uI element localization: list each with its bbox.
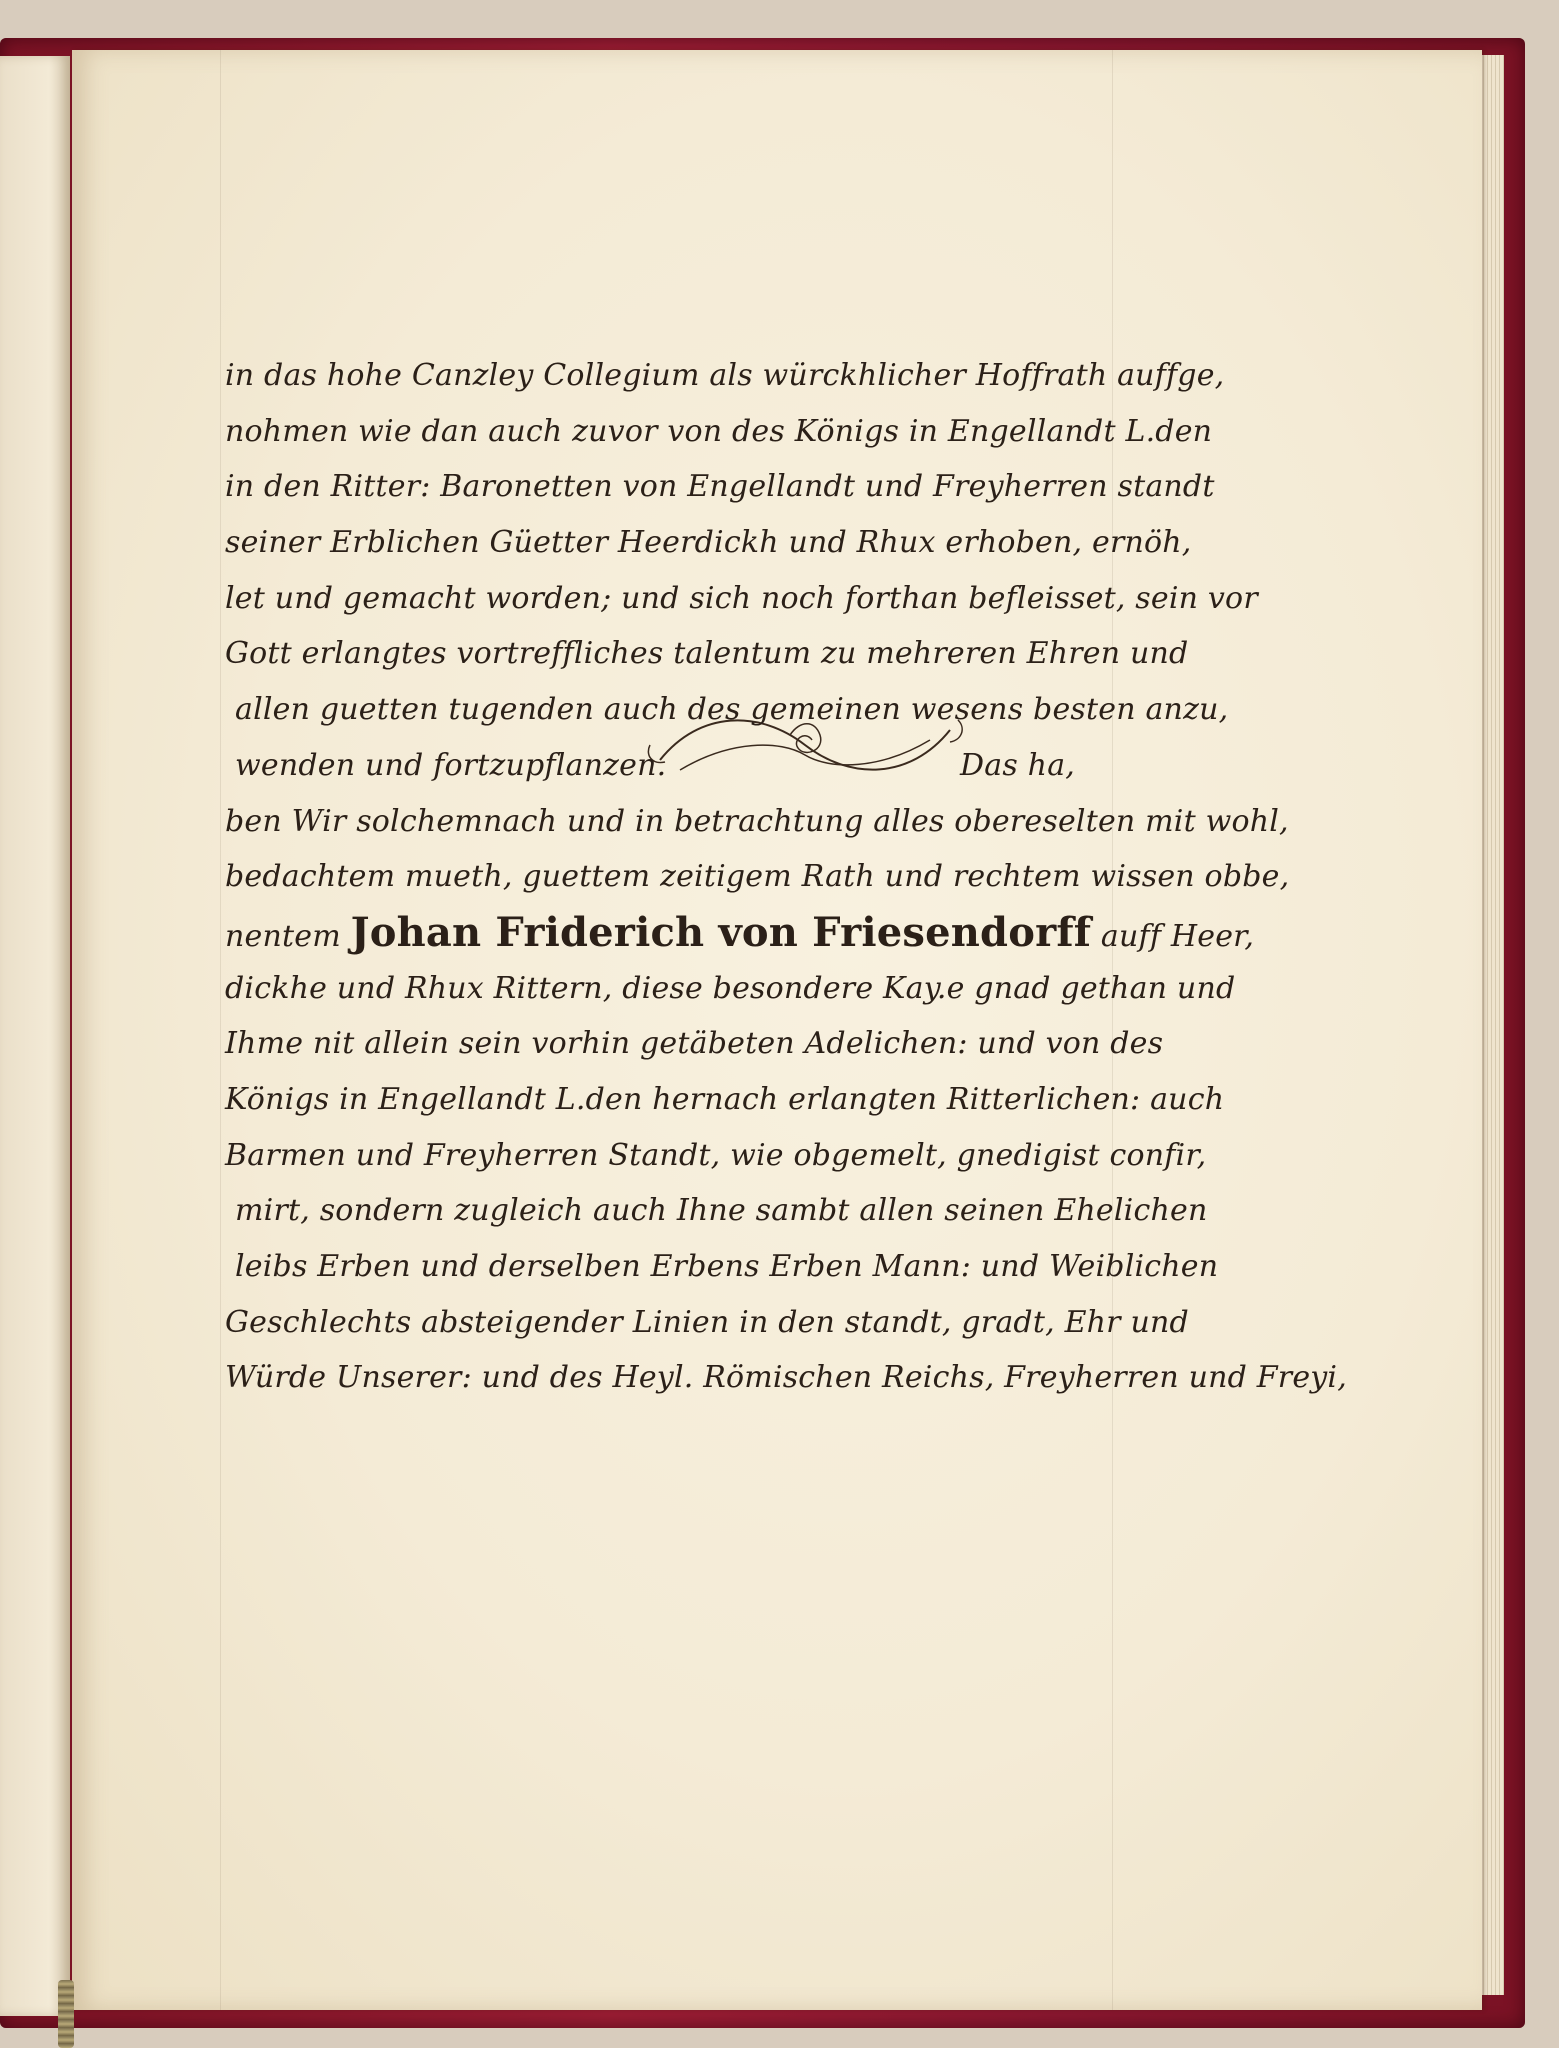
text-line: [225, 905, 1255, 961]
ruling-line: [220, 50, 221, 2010]
left-page-edge: [0, 56, 70, 2016]
text-line: in das hohe Canzley Collegium als würckhlicher Hoffrath auffge,: [225, 358, 1225, 393]
text-line: mirt, sondern zugleich auch Ihne sambt allen seinen Ehelichen: [235, 1193, 1208, 1229]
text-line: Gott erlangtes vortreffliches talentum zu mehreren Ehren und: [225, 636, 1189, 672]
text-line: [225, 738, 1155, 794]
text-line: nohmen wie dan auch zuvor von des Königs in Engellandt L.den: [225, 413, 1213, 449]
text-line: Königs in Engellandt L.den hernach erlangten Ritterlichen: auch: [225, 1081, 1225, 1117]
text-line: Ihme nit allein sein vorhin getäbeten Adelichen: und von des: [225, 1026, 1164, 1062]
bookmark-ribbon: [58, 1980, 74, 2048]
text-line: leibs Erben und derselben Erbens Erben Mann: und Weiblichen: [235, 1249, 1219, 1284]
name-suffix: auff Heer,: [1100, 918, 1255, 954]
name-prefix: nentem: [225, 918, 341, 954]
text-line: bedachtem mueth, guettem zeitigem Rath und rechtem wissen obbe,: [225, 859, 1290, 895]
line-end-text: Das ha,: [960, 747, 1076, 783]
person-name: Johan Friderich von Friesendorff: [350, 908, 1092, 956]
text-line: Würde Unserer: und des Heyl. Römischen Reichs, Freyherren und Freyi,: [225, 1360, 1347, 1396]
line-start-text: wenden und fortzupflanzen.: [235, 747, 667, 783]
text-line: ben Wir solchemnach und in betrachtung alles obereselten mit wohl,: [225, 803, 1289, 839]
text-line: in den Ritter: Baronetten von Engellandt und Freyherren standt: [225, 469, 1215, 505]
text-line: let und gemacht worden; und sich noch forthan befleisset, sein vor: [225, 580, 1258, 616]
text-line: seiner Erblichen Güetter Heerdickh und Rhux erhoben, ernöh,: [225, 525, 1192, 561]
text-line: allen guetten tugenden auch des gemeinen wesens besten anzu,: [235, 692, 1229, 728]
text-line: Geschlechts absteigender Linien in den standt, gradt, Ehr und: [225, 1304, 1189, 1340]
text-line: Barmen und Freyherren Standt, wie obgemelt, gnedigist confir,: [225, 1137, 1207, 1173]
text-line: dickhe und Rhux Rittern, diese besondere Kay.e gnad gethan und: [225, 970, 1236, 1006]
manuscript-text: [225, 348, 1347, 1406]
